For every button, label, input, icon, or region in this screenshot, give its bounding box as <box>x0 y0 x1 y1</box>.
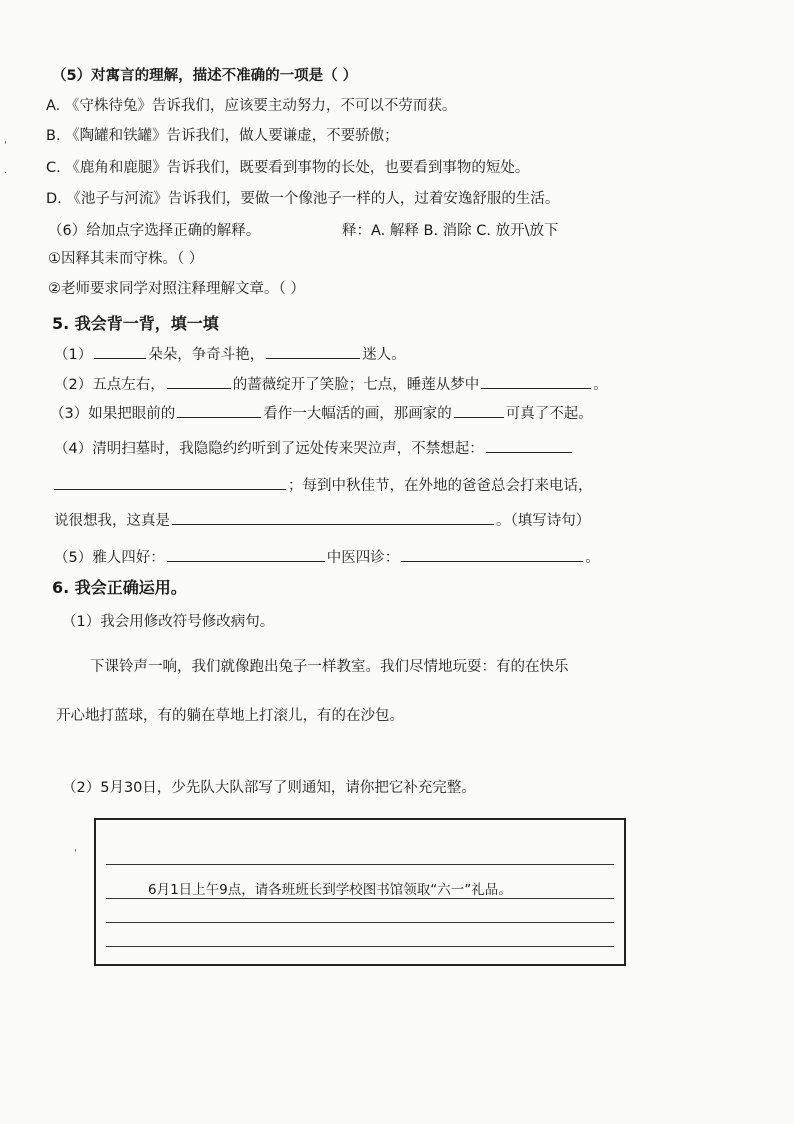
fill-blank[interactable] <box>167 560 325 562</box>
s5-l5-start: （5）雅人四好： <box>54 550 165 566</box>
s5-l4-end: 。（填写诗句） <box>496 513 591 529</box>
s6-sub-1: （1）我会用修改符号修改病句。 <box>62 614 275 630</box>
q5-option-b: B. 《陶罐和铁罐》告诉我们，做人要谦虚，不要骄傲； <box>46 128 399 144</box>
s5-line-2 <box>54 373 608 394</box>
scan-speck: ' <box>74 848 77 859</box>
s6-para-1: 下课铃声一响，我们就像跑出兔子一样教室。我们尽情地玩耍：有的在快乐 <box>90 659 569 675</box>
fill-blank[interactable] <box>54 488 286 490</box>
fill-blank[interactable] <box>177 416 261 418</box>
s5-l3-mid: 看作一大幅活的画，那画家的 <box>263 406 452 422</box>
s5-line-3 <box>50 402 593 423</box>
fill-blank[interactable] <box>94 357 146 359</box>
notice-body: 6月1日上午9点，请各班班长到学校图书馆领取“六一”礼品。 <box>148 882 512 898</box>
q5-stem: （5）对寓言的理解，描述不准确的一项是（ ） <box>52 68 358 84</box>
s5-l2-mid: 的蔷薇绽开了笑脸；七点，睡莲从梦中 <box>232 377 480 393</box>
fill-blank[interactable] <box>401 560 583 562</box>
q6-item-2: ②老师要求同学对照注释理解文章。（ ） <box>48 281 305 297</box>
fill-blank[interactable] <box>454 416 504 418</box>
s5-l3-start: （3）如果把眼前的 <box>50 406 176 422</box>
notice-line[interactable] <box>106 946 614 947</box>
q6-choices: 释：A. 解释 B. 消除 C. 放开\放下 <box>342 223 559 239</box>
notice-box <box>94 818 626 966</box>
fill-blank[interactable] <box>266 357 360 359</box>
s5-l1-num: （1） <box>54 347 93 363</box>
notice-line[interactable] <box>106 864 614 865</box>
s6-para-2: 开心地打蓝球，有的躺在草地上打滚儿，有的在沙包。 <box>56 708 404 724</box>
s5-line-4c <box>54 509 590 530</box>
s5-l2-end: 。 <box>593 377 608 393</box>
s5-line-1 <box>54 343 406 364</box>
s5-line-4b <box>52 474 593 495</box>
q5-option-a: A. 《守株待兔》告诉我们，应该要主动努力，不可以不劳而获。 <box>46 98 457 114</box>
scan-speck: · <box>4 168 8 179</box>
fill-blank[interactable] <box>481 387 591 389</box>
s5-l4-start: （4）清明扫墓时，我隐隐约约听到了远处传来哭泣声，不禁想起： <box>54 441 484 457</box>
q6-item-1: ①因释其耒而守株。（ ） <box>48 251 204 267</box>
s5-l2-start: （2）五点左右， <box>54 377 165 393</box>
s5-l5-end: 。 <box>585 550 600 566</box>
fill-blank[interactable] <box>172 523 494 525</box>
s5-line-4 <box>54 437 574 458</box>
s5-line-5 <box>54 546 600 567</box>
notice-line[interactable] <box>106 922 614 923</box>
fill-blank[interactable] <box>167 387 231 389</box>
scan-speck: ' <box>4 140 7 151</box>
s5-l3-end: 可真了不起。 <box>505 406 593 422</box>
q6-stem: （6）给加点字选择正确的解释。 <box>48 223 261 239</box>
s5-l4-c: 说很想我，这真是 <box>54 513 170 529</box>
q5-option-c: C. 《鹿角和鹿腿》告诉我们，既要看到事物的长处，也要看到事物的短处。 <box>46 160 530 176</box>
s5-l4-mid: ；每到中秋佳节，在外地的爸爸总会打来电话， <box>288 478 593 494</box>
section-6-title: 6. 我会正确运用。 <box>52 578 187 597</box>
s5-l1-end: 迷人。 <box>362 347 406 363</box>
section-5-title: 5. 我会背一背，填一填 <box>52 314 219 333</box>
s5-l5-mid: 中医四诊： <box>326 550 400 566</box>
s6-sub-2: （2）5月30日，少先队大队部写了则通知，请你把它补充完整。 <box>62 780 476 796</box>
fill-blank[interactable] <box>486 451 572 453</box>
s5-l1-mid: 朵朵，争奇斗艳， <box>148 347 265 363</box>
q5-option-d: D. 《池子与河流》告诉我们，要做一个像池子一样的人，过着安逸舒服的生活。 <box>46 191 560 207</box>
notice-line[interactable] <box>106 898 614 899</box>
